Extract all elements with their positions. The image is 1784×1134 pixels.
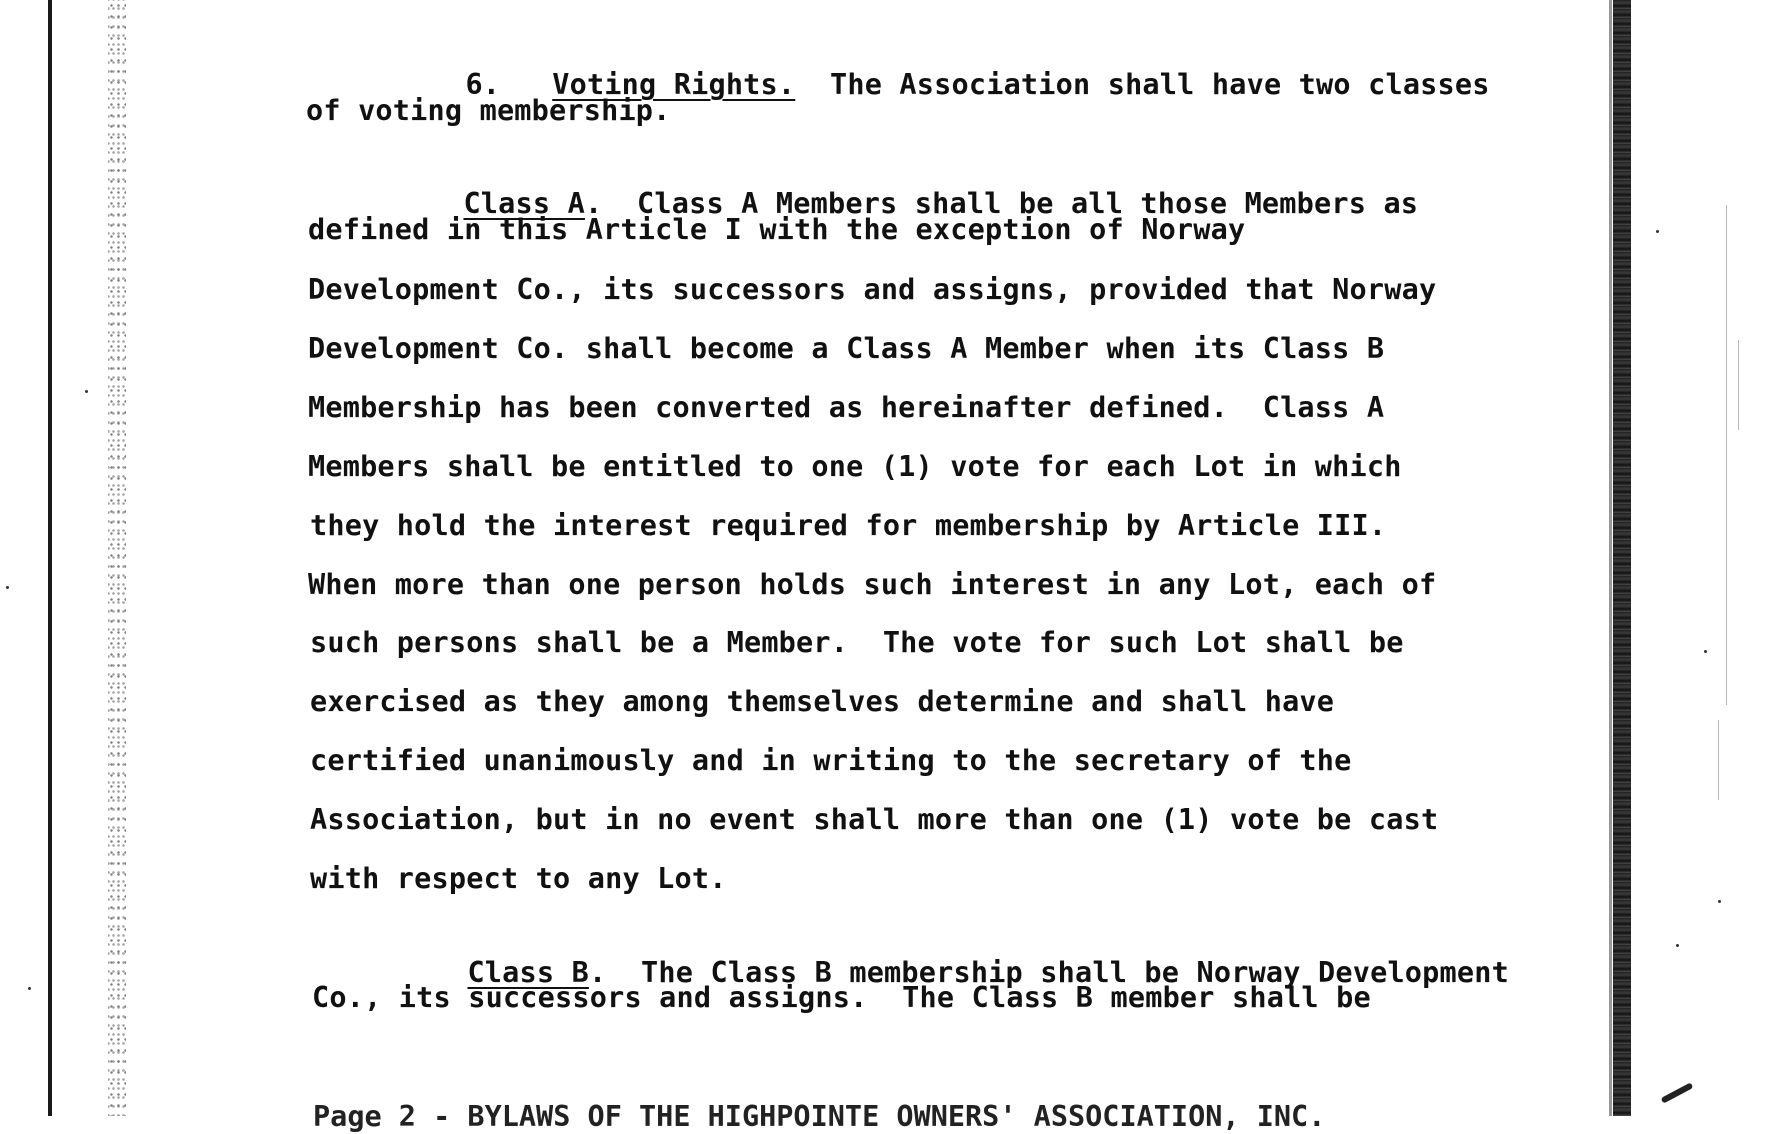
class-a-line: Members shall be entitled to one (1) vote for each Lot in which <box>308 450 1402 483</box>
class-b-heading: Class B <box>467 956 589 989</box>
class-a-line: such persons shall be a Member. The vote for such Lot shall be <box>310 626 1404 659</box>
class-b-punct: . <box>588 956 607 989</box>
class-a-line: exercised as they among themselves determine and shall have <box>310 685 1335 718</box>
class-a-line: When more than one person holds such interest in any Lot, each of <box>308 568 1437 601</box>
class-a-line: certified unanimously and in writing to the secretary of the <box>310 744 1352 777</box>
class-a-punct: . <box>584 187 603 220</box>
class-a-heading: Class A <box>463 187 585 220</box>
class-a-line: Development Co. shall become a Class A Member when its Class B <box>308 332 1385 365</box>
class-a-text: Class A Members shall be all those Members as <box>637 187 1419 220</box>
section-heading: Voting Rights. <box>552 68 796 101</box>
class-a-line: with respect to any Lot. <box>310 862 727 895</box>
section-number: 6. <box>465 68 501 101</box>
page-footer: Page 2 - BYLAWS OF THE HIGHPOINTE OWNERS' ASSOCIATION, INC. <box>313 1100 1326 1133</box>
class-b-line: Co., its successors and assigns. The Class B member shall be <box>312 981 1371 1014</box>
class-a-line: Development Co., its successors and assigns, provided that Norway <box>308 273 1437 306</box>
class-a-line: they hold the interest required for membership by Article III. <box>310 509 1387 542</box>
class-b-text: The Class B membership shall be Norway Development <box>641 956 1509 989</box>
section-intro-line: of voting membership. <box>306 94 671 127</box>
class-a-line: defined in this Article I with the exception of Norway <box>308 213 1246 246</box>
section-intro-text: The Association shall have two classes <box>829 68 1490 101</box>
class-a-line: Association, but in no event shall more than one (1) vote be cast <box>310 803 1439 836</box>
class-a-line: Membership has been converted as hereinafter defined. Class A <box>308 391 1385 424</box>
